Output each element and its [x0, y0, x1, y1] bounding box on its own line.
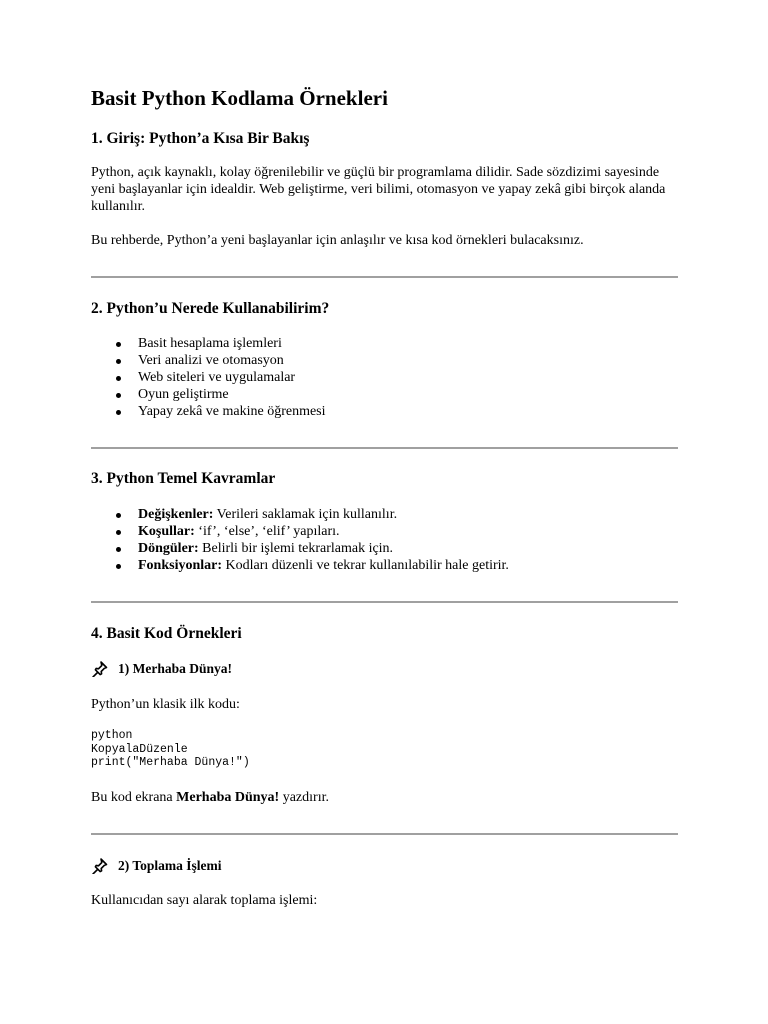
- pushpin-icon: [91, 857, 110, 874]
- example2-intro: Kullanıcıdan sayı alarak toplama işlemi:: [91, 893, 318, 908]
- section1-heading: 1. Giriş: Python’a Kısa Bir Bakış: [91, 130, 310, 147]
- list-item: Web siteleri ve uygulamalar: [91, 369, 326, 386]
- bullet-icon: [116, 513, 121, 518]
- list-item: Oyun geliştirme: [91, 386, 326, 403]
- list-item: Değişkenler: Verileri saklamak için kullanılır.: [91, 506, 509, 523]
- divider: [91, 276, 678, 278]
- divider: [91, 447, 678, 449]
- page-title: Basit Python Kodlama Örnekleri: [91, 86, 388, 110]
- bullet-icon: [116, 530, 121, 535]
- copy-edit-toolbar: KopyalaDüzenle: [91, 742, 188, 756]
- list-item: Fonksiyonlar: Kodları düzenli ve tekrar kullanılabilir hale getirir.: [91, 557, 509, 574]
- code-language-label: python: [91, 729, 133, 742]
- bullet-icon: [116, 359, 121, 364]
- list-item: Koşullar: ‘if’, ‘else’, ‘elif’ yapıları.: [91, 523, 509, 540]
- section2-heading: 2. Python’u Nerede Kullanabilirim?: [91, 300, 330, 317]
- bullet-icon: [116, 393, 121, 398]
- example1-heading: 1) Merhaba Dünya!: [91, 660, 232, 677]
- term-label: Fonksiyonlar:: [138, 558, 223, 573]
- term-label: Koşullar:: [138, 524, 195, 539]
- term-label: Değişkenler:: [138, 507, 214, 522]
- code-line: print("Merhaba Dünya!"): [91, 756, 250, 769]
- example2-heading: 2) Toplama İşlemi: [91, 857, 222, 874]
- bullet-icon: [116, 410, 121, 415]
- divider: [91, 601, 678, 603]
- list-item: Basit hesaplama işlemleri: [91, 335, 326, 352]
- list-item: Veri analizi ve otomasyon: [91, 352, 326, 369]
- bullet-icon: [116, 376, 121, 381]
- section2-list: [91, 335, 326, 420]
- section1-paragraph2: Bu rehberde, Python’a yeni başlayanlar için anlaşılır ve kısa kod örnekleri bulacaksınız.: [91, 233, 584, 248]
- bullet-icon: [116, 564, 121, 569]
- section3-list: [91, 506, 509, 574]
- section1-paragraph1: Python, açık kaynaklı, kolay öğrenilebilir ve güçlü bir programlama dilidir. Sade sözdizimi sayesinde yeni başlayanlar için idealdir. Web geliştirme, veri bilimi, otomasyon ve yapay zekâ gibi birçok alanda kullanılır.: [91, 165, 666, 214]
- example1-result: Bu kod ekrana Merhaba Dünya! yazdırır.: [91, 790, 329, 805]
- bullet-icon: [116, 547, 121, 552]
- term-label: Döngüler:: [138, 541, 199, 556]
- section3-heading: 3. Python Temel Kavramlar: [91, 470, 276, 487]
- list-item: Döngüler: Belirli bir işlemi tekrarlamak için.: [91, 540, 509, 557]
- section4-heading: 4. Basit Kod Örnekleri: [91, 625, 242, 642]
- list-item: Yapay zekâ ve makine öğrenmesi: [91, 403, 326, 420]
- pushpin-icon: [91, 660, 110, 677]
- code-block: [91, 729, 250, 770]
- example1-intro: Python’un klasik ilk kodu:: [91, 697, 240, 712]
- divider: [91, 833, 678, 835]
- bullet-icon: [116, 342, 121, 347]
